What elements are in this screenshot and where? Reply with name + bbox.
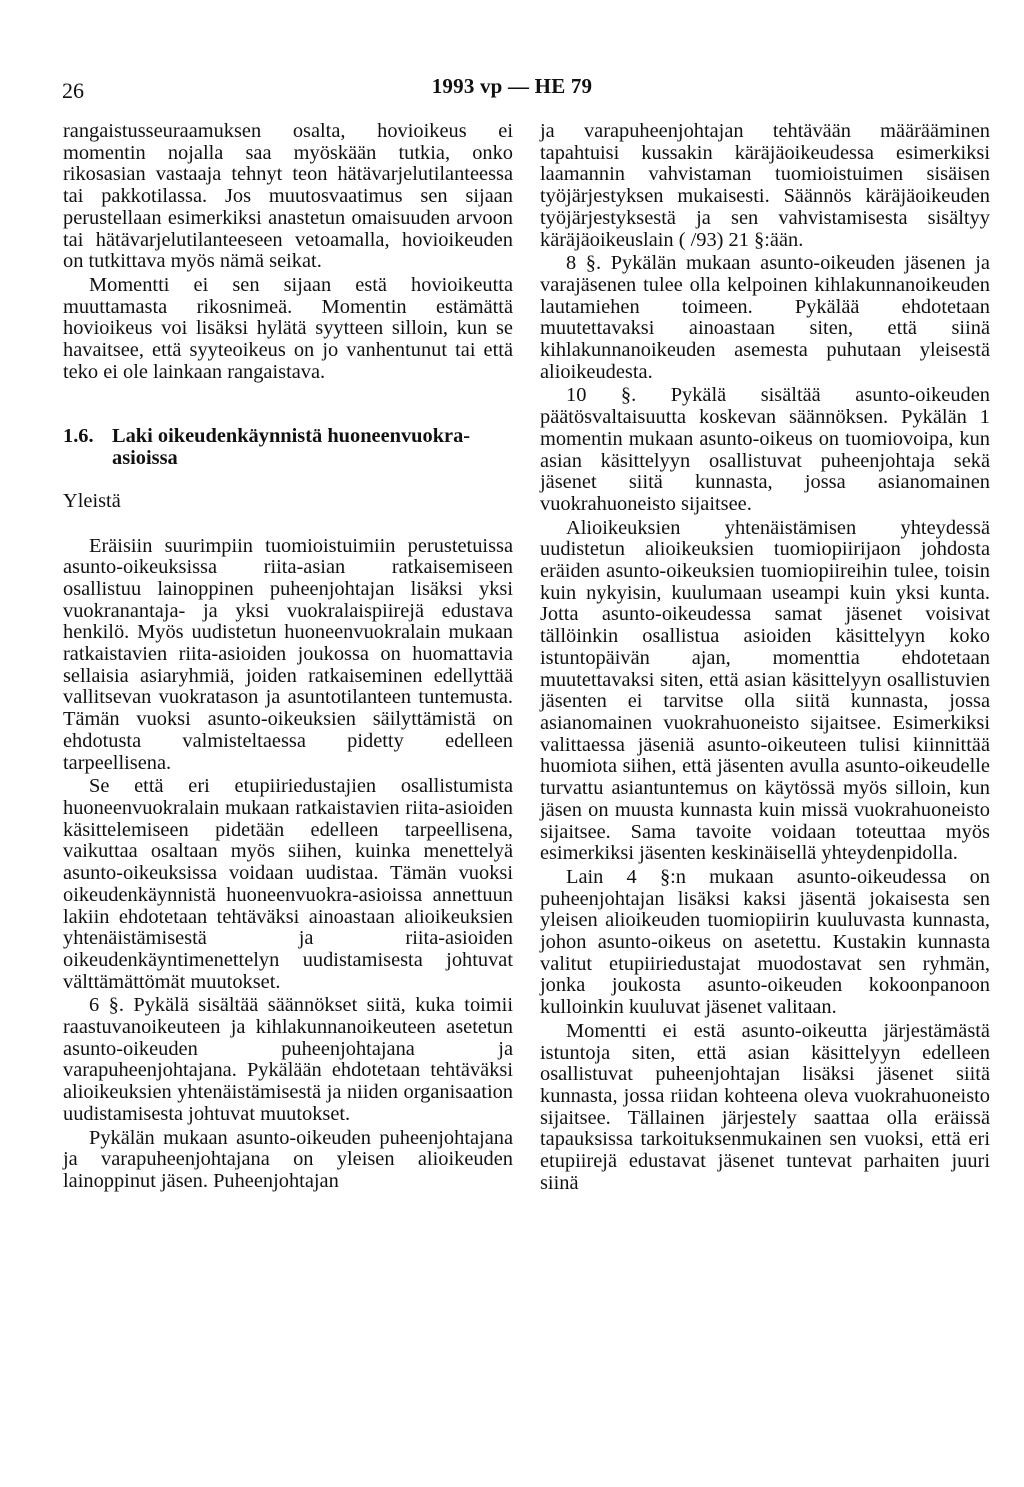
- running-header: 1993 vp — HE 79: [431, 74, 593, 98]
- left-column: [63, 121, 513, 1193]
- section-number: 1.6.: [63, 425, 94, 448]
- paragraph: 8 §. Pykälän mukaan asunto-oikeuden jäsenen ja varajäsenen tulee olla kelpoinen kihlakunnanoikeuden lautamiehen toimeen. Pykälää ehdotetaan muutettavaksi ainoastaan siten, että siinä kihlakunnanoikeuden asemesta puhutaan yleisestä alioikeudesta.: [540, 252, 990, 383]
- right-column: [540, 121, 990, 1194]
- paragraph: Lain 4 §:n mukaan asunto-oikeudessa on puheenjohtajan lisäksi kaksi jäsentä jokaisesta sen yleisen alioikeuden tuomiopiirin kuuluvasta kunnasta, johon asunto-oikeus on asetettu. Kustakin kunnasta valitut etupiiriedustajat muodostavat sen ryhmän, jonka joukosta asunto-oikeuden kokoonpanoon kulloinkin kuuluvat jäsenet valitaan.: [540, 865, 990, 1019]
- paragraph: 10 §. Pykälä sisältää asunto-oikeuden päätösvaltaisuutta koskevan säännöksen. Pykälän 1 momentin mukaan asunto-oikeus on tuomiovoipa, kun asian käsittelyyn osallistuvat puheenjohtaja sekä jäsenet siitä kunnasta, jossa asianomainen vuokrahuoneisto sijaitsee.: [540, 384, 990, 515]
- paragraph: 6 §. Pykälä sisältää säännökset siitä, kuka toimii raastuvanoikeuteen ja kihlakunnanoikeuteen asetetun asunto-oikeuden puheenjohtajana ja varapuheenjohtajana. Pykälään ehdotetaan tehtäväksi alioikeuksien yhtenäistämisestä ja niiden organisaation uudistamisesta johtuvat muutokset.: [63, 994, 513, 1125]
- subheading: Yleistä: [63, 489, 121, 512]
- section-title: Laki oikeudenkäynnistä huoneenvuokra-asioissa: [112, 425, 471, 470]
- section-heading: [63, 426, 513, 469]
- paragraph: Momentti ei sen sijaan estä hovioikeutta muuttamasta rikosnimeä. Momentin estämättä hovioikeus voi lisäksi hylätä syytteen silloin, kun se havaitsee, että syyteoikeus on jo vanhentunut tai että teko ei ole lainkaan rangaistava.: [63, 273, 513, 383]
- page-number: 26: [62, 78, 84, 103]
- paragraph: Eräisiin suurimpiin tuomioistuimiin perustetuissa asunto-oikeuksissa riita-asian ratkaisemiseen osallistuu lainoppinen puheenjohtajan lisäksi yksi vuokranantaja- ja yksi vuokralaispiirejä edustava henkilö. Myös uudistetun huoneenvuokralain mukaan ratkaistavien riita-asioiden joukossa on huomattavia sellaisia asiaryhmiä, joiden ratkaiseminen edellyttää vallitsevan vuokratason ja asuntotilanteen tuntemusta. Tämän vuoksi asunto-oikeuksien säilyttämistä on ehdotusta valmisteltaessa pidetty edelleen tarpeellisena.: [63, 534, 513, 774]
- paragraph: Momentti ei estä asunto-oikeutta järjestämästä istuntoja siten, että asian käsittelyyn edelleen osallistuvat puheenjohtajan lisäksi jäsenet siitä kunnasta, jossa riidan kohteena oleva vuokrahuoneisto sijaitsee. Tällainen järjestely saattaa olla eräissä tapauksissa tarkoituksenmukainen sen vuoksi, että eri etupiirejä edustavat jäsenet tuntevat parhaiten juuri siinä: [540, 1019, 990, 1194]
- paragraph: Se että eri etupiiriedustajien osallistumista huoneenvuokralain mukaan ratkaistavien riita-asioiden käsittelemiseen pidetään edelleen tarpeellisena, vaikuttaa osaltaan myös siihen, kuinka menettelyä asunto-oikeuksissa voidaan uudistaa. Tämän vuoksi oikeudenkäynnistä huoneenvuokra-asioissa annettuun lakiin ehdotetaan tehtäväksi ainoastaan alioikeuksien yhtenäistämisestä ja riita-asioiden oikeudenkäyntimenettelyn uudistamisesta johtuvat välttämättömät muutokset.: [63, 775, 513, 993]
- paragraph: rangaistusseuraamuksen osalta, hovioikeus ei momentin nojalla saa myöskään tutkia, onko rikosasian vastaaja tehnyt teon hätävarjelutilanteessa tai pakkotilassa. Jos muutosvaatimus sen sijaan perustellaan esimerkiksi anastetun omaisuuden arvoon tai hätävarjelutilanteeseen vetoamalla, hovioikeuden on tutkittava myös nämä seikat.: [63, 120, 513, 273]
- paragraph: Alioikeuksien yhtenäistämisen yhteydessä uudistetun alioikeuksien tuomiopiirijaon johdosta eräiden asunto-oikeuksien tuomiopiireihin tulee, toisin kuin nykyisin, kuulumaan useampi kuin yksi kunta. Jotta asunto-oikeudessa samat jäsenet voisivat tällöinkin osallistua asioiden käsittelyyn koko istuntopäivän ajan, momenttia ehdotetaan muutettavaksi siten, että asian käsittelyyn osallistuvien jäsenten ei tarvitse olla siitä kunnasta, jossa asianomainen vuokrahuoneisto sijaitsee. Esimerkiksi valittaessa jäseniä asunto-oikeuteen tulisi kiinnittää huomiota siihen, että jäsenten avulla asunto-oikeudelle turvattu asiantuntemus on käytössä myös silloin, kun jäsen on muusta kunnasta kuin missä vuokrahuoneisto sijaitsee. Sama tavoite voidaan toteuttaa myös esimerkiksi jäsenten keskinäisellä yhteydenpidolla.: [540, 516, 990, 865]
- paragraph: ja varapuheenjohtajan tehtävään määrääminen tapahtuisi kussakin käräjäoikeudessa esimerkiksi laamannin vahvistaman tuomioistuimen sisäisen työjärjestyksen mukaisesti. Säännös käräjäoikeuden työjärjestyksestä ja sen vahvistamisesta sisältyy käräjäoikeuslain ( /93) 21 §:ään.: [540, 120, 990, 251]
- paragraph: Pykälän mukaan asunto-oikeuden puheenjohtajana ja varapuheenjohtajana on yleisen alioikeuden lainoppinut jäsen. Puheenjohtajan: [63, 1126, 513, 1192]
